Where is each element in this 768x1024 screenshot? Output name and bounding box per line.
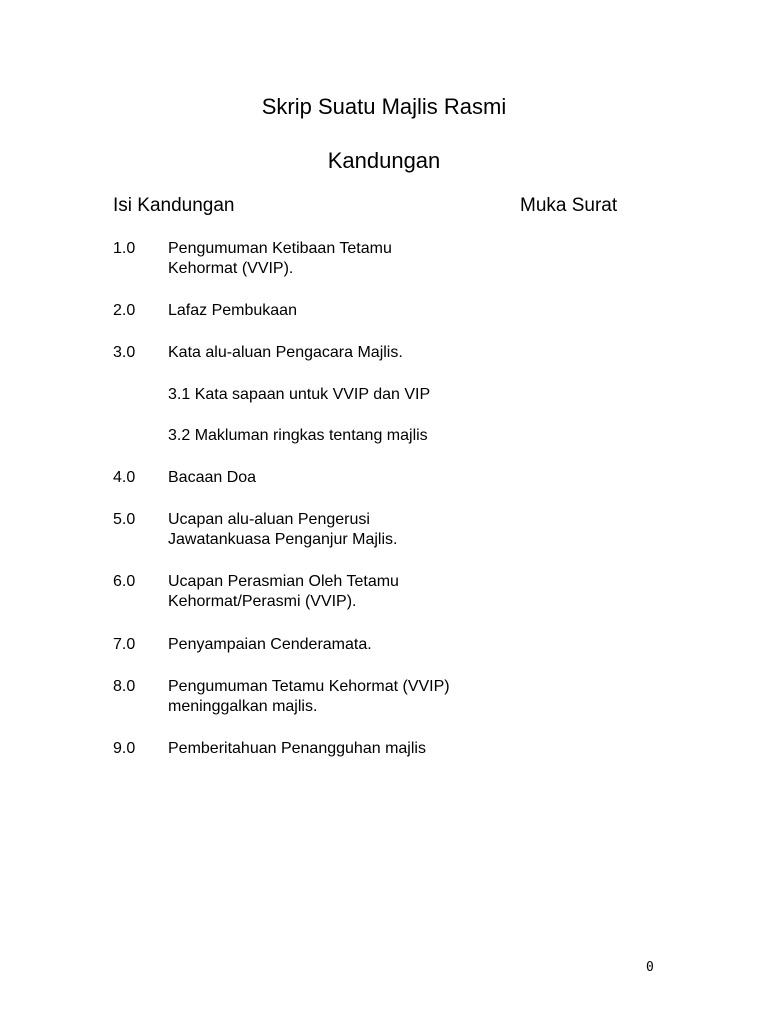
- toc-entry-number: 2.0: [113, 302, 136, 319]
- toc-entry-text: [168, 301, 528, 321]
- toc-entry-number: 7.0: [113, 636, 136, 653]
- toc-entry-line: meninggalkan majlis.: [168, 698, 318, 715]
- toc-entry-text: [168, 343, 528, 363]
- page-title: Skrip Suatu Majlis Rasmi: [261, 94, 507, 119]
- toc-entry-line: Kehormat (VVIP).: [168, 260, 294, 277]
- toc-entry-line: Bacaan Doa: [168, 469, 257, 486]
- toc-entry-line: Kehormat/Perasmi (VVIP).: [168, 593, 357, 610]
- toc-entry-line: Jawatankuasa Penganjur Majlis.: [168, 531, 398, 548]
- toc-entry-text: [168, 239, 528, 279]
- toc-entry-number: 6.0: [113, 573, 136, 590]
- toc-entry-line: Ucapan Perasmian Oleh Tetamu: [168, 573, 399, 590]
- toc-entry-line: Pengumuman Ketibaan Tetamu: [168, 240, 392, 257]
- toc-entry-line: Lafaz Pembukaan: [168, 302, 297, 319]
- toc-entry-number: 8.0: [113, 678, 136, 695]
- toc-entry-text: [168, 739, 528, 759]
- toc-entry-line: Penyampaian Cenderamata.: [168, 636, 372, 653]
- toc-entry-line: Kata alu-aluan Pengacara Majlis.: [168, 344, 403, 361]
- toc-entry-text: [168, 677, 528, 717]
- toc-entry-line: Ucapan alu-aluan Pengerusi: [168, 511, 370, 528]
- toc-entry-number: 9.0: [113, 740, 136, 757]
- contents-column-header: Isi Kandungan: [113, 195, 235, 216]
- toc-entry-number: 3.0: [113, 344, 136, 361]
- toc-entry-line: 3.1 Kata sapaan untuk VVIP dan VIP: [168, 386, 431, 403]
- toc-entry-number: 5.0: [113, 511, 136, 528]
- section-heading: Kandungan: [327, 148, 441, 173]
- toc-entry-text: [168, 510, 528, 550]
- toc-entry-text: [168, 385, 528, 405]
- toc-entry-line: Pengumuman Tetamu Kehormat (VVIP): [168, 678, 450, 695]
- toc-entry-text: [168, 572, 528, 612]
- toc-entry-number: 4.0: [113, 469, 136, 486]
- toc-entry-number: 1.0: [113, 240, 136, 257]
- toc-entry-text: [168, 426, 528, 446]
- toc-entry-text: [168, 468, 528, 488]
- toc-entry-text: [168, 635, 528, 655]
- page-column-header: Muka Surat: [520, 195, 618, 216]
- page-number: 0: [646, 960, 654, 975]
- toc-entry-line: 3.2 Makluman ringkas tentang majlis: [168, 427, 428, 444]
- toc-entry-line: Pemberitahuan Penangguhan majlis: [168, 740, 426, 757]
